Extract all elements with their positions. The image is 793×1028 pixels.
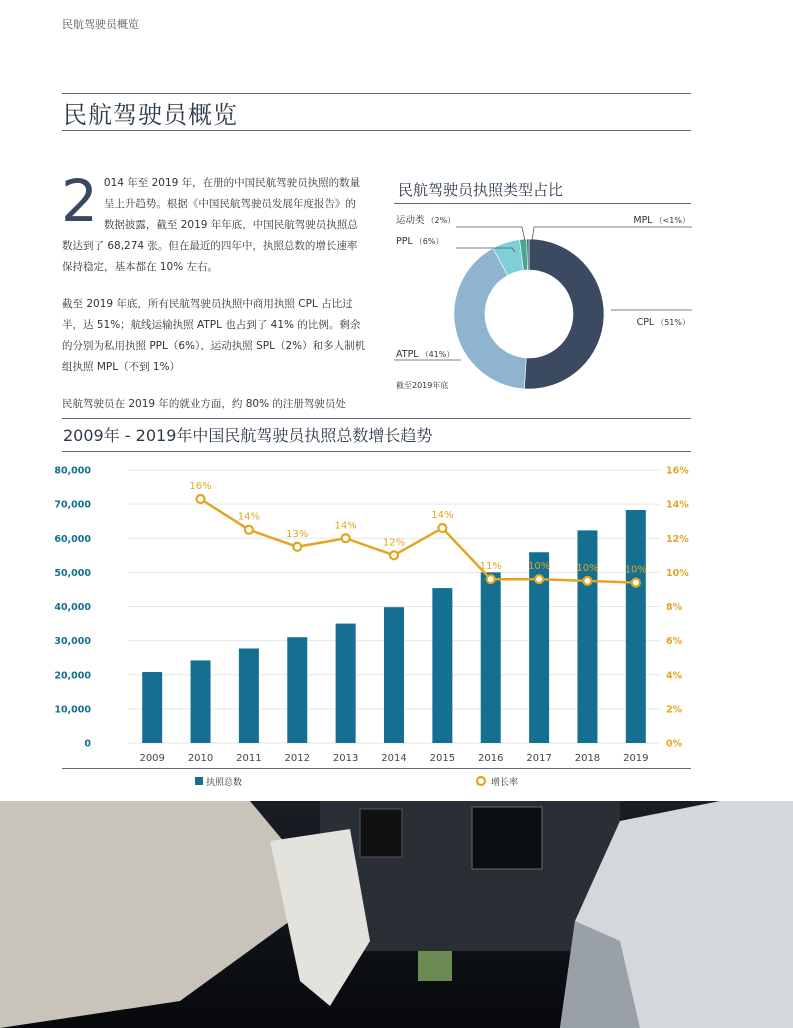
chart-legend [195,776,518,788]
growth-point-2012 [293,543,301,551]
donut-slices [454,239,604,389]
right-tick-label: 8% [666,602,683,613]
right-tick-label: 12% [666,533,689,545]
growth-point-2010 [197,495,205,503]
dropcap: 2 [61,167,98,235]
growth-point-2018 [583,577,591,585]
chart-title-rule-top [62,418,691,419]
left-tick-label: 30,000 [54,636,91,648]
growth-label-2017: 10% [527,561,551,573]
legend-swatch-bar [195,777,203,785]
left-tick-label: 80,000 [54,465,91,477]
growth-point-2019 [632,579,640,587]
x-tick-2010: 2010 [187,753,214,764]
legend-label-line: 增长率 [491,778,519,788]
donut-title: 民航驾驶员执照类型占比 [398,181,564,199]
left-tick-label: 40,000 [54,602,91,613]
label-ppl: PPL （6%） [396,236,444,247]
title-rule-bottom [62,130,691,131]
paragraph-3: 民航驾驶员在 2019 年的就业方面，约 80% 的注册驾驶员处 [62,398,346,410]
bar-2016 [481,572,501,743]
body-text [61,167,366,431]
label-cpl: CPL （51%） [636,317,690,328]
growth-label-2018: 10% [576,562,599,574]
legend-label-bar: 执照总数 [206,778,243,788]
x-axis-ticks [139,753,648,764]
display-screen-center [472,807,542,869]
growth-point-2016 [487,575,495,583]
right-tick-label: 14% [666,499,689,511]
x-tick-2012: 2012 [284,753,310,764]
bar-2012 [287,637,307,743]
bar-2010 [191,660,211,743]
growth-point-2017 [535,575,543,583]
x-tick-2009: 2009 [139,753,165,764]
display-screen-lower [418,951,452,981]
donut-slice-cpl [524,239,604,389]
right-tick-label: 2% [666,704,683,716]
growth-label-2011: 14% [237,511,261,523]
growth-label-2015: 14% [431,510,454,522]
left-tick-label: 70,000 [54,499,91,511]
paragraph-2: 截至 2019 年底，所有民航驾驶员执照中商用执照 CPL 占比过半，达 51%；航线运输执照 ATPL 也占到了 41% 的比例。剩余的分别为私用执照 PPL（6%）、运动执照 SPL（2%）和多人制机组执照 MPL（不到 1%） [62,298,366,373]
left-tick-label: 50,000 [54,567,91,579]
paragraph-1 [61,167,366,278]
right-tick-label: 0% [666,738,683,750]
chart-title-rule-bottom [62,451,691,452]
x-tick-2011: 2011 [236,753,262,764]
right-tick-label: 16% [666,465,689,477]
chart-title: 2009年 - 2019年中国民航驾驶员执照总数增长趋势 [63,426,433,445]
right-tick-label: 6% [666,636,683,648]
x-tick-2013: 2013 [332,753,359,764]
legend-swatch-line [477,777,485,785]
paragraph-1-text: 014 年至 2019 年，在册的中国民航驾驶员执照的数量呈上升趋势。根据《中国民航驾驶员发展年度报告》的数据披露，截至 2019 年年底，中国民航驾驶员执照总数达到了 68,274 张。但在最近的四年中，执照总数的增长速率保持稳定，基本都在 10% 左右。 [62,177,361,273]
left-tick-label: 60,000 [54,533,91,545]
x-tick-2014: 2014 [381,753,407,764]
growth-point-2011 [245,526,253,534]
right-tick-label: 10% [666,567,689,579]
left-tick-label: 10,000 [54,704,91,716]
bar-2013 [336,624,356,743]
bar-2015 [432,588,452,743]
bar-2019 [626,510,646,743]
x-tick-2015: 2015 [429,753,456,764]
x-tick-2017: 2017 [526,753,552,764]
right-axis-ticks [666,466,689,750]
growth-label-2012: 13% [286,528,309,540]
chart-bottom-rule [62,768,691,769]
left-tick-label: 0 [84,738,91,750]
leader-mpl [532,227,692,241]
display-screen-left [360,809,402,857]
growth-label-2016: 11% [479,561,502,573]
growth-label-2013: 14% [334,520,357,532]
growth-point-2014 [390,551,398,559]
x-tick-2018: 2018 [574,753,601,764]
bar-2009 [142,672,162,743]
label-atpl: ATPL （41%） [396,349,455,360]
label-sport: 运动类 （2%） [396,215,456,226]
bar-2011 [239,648,259,743]
donut-chart [394,205,694,400]
growth-point-2015 [438,524,446,532]
leader-sport [456,227,525,241]
title-rule-top [62,93,691,94]
page-title: 民航驾驶员概览 [63,101,238,129]
growth-point-2013 [342,534,350,542]
x-tick-2016: 2016 [478,753,504,764]
growth-label-2010: 16% [189,481,212,493]
running-header: 民航驾驶员概览 [62,18,139,31]
x-tick-2019: 2019 [623,753,649,764]
license-growth-chart [40,455,700,795]
bar-2014 [384,607,404,743]
left-axis-ticks [54,466,91,750]
donut-title-rule [394,203,691,204]
growth-line-path [201,499,636,583]
cockpit-photo [0,801,793,1028]
growth-label-2019: 10% [624,564,647,576]
label-mpl: MPL （<1%） [633,215,690,226]
growth-label-2014: 12% [382,537,406,549]
left-tick-label: 20,000 [54,670,91,682]
right-tick-label: 4% [666,670,683,682]
donut-footnote: 截至2019年底 [396,381,449,390]
